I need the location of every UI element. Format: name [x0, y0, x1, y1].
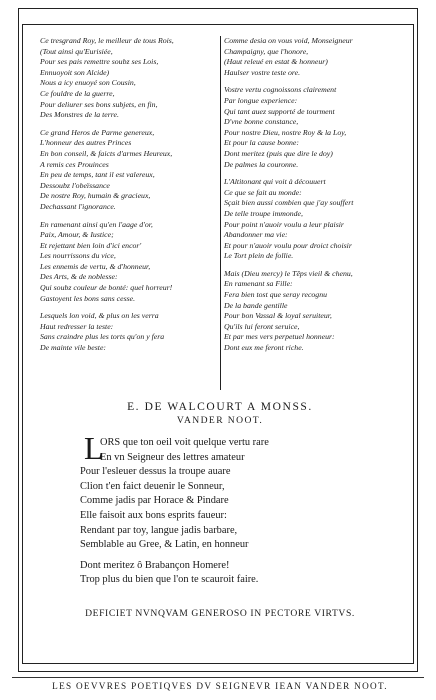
sonnet-line: ORS que ton oeil voit quelque vertu rare [100, 437, 269, 448]
sonnet-line: Elle faisoit aux bons esprits faueur: [80, 509, 227, 521]
column-divider [220, 36, 221, 390]
verse-line: En peu de temps, tant il est valereux, [40, 170, 155, 180]
verse-line: Qui soubz couleur de bonté: quel horreur! [40, 283, 173, 293]
verse-line: Pour ses pais remettre soubz ses Lois, [40, 57, 159, 67]
verse-line: Les ennemis de vertu, & d'honneur, [40, 261, 151, 271]
sonnet-line: Comme jadis par Horace & Pindare [80, 495, 229, 507]
stanza [224, 85, 400, 170]
verse-line: Mais (Dieu mercy) le Tēps vieil & chenu, [224, 268, 353, 278]
verse-line: Abandonner ma vie: [224, 230, 288, 240]
verse-line: Des Monstres de la terre. [40, 110, 119, 120]
verse-line: Pour deliurer ses bons subjets, en fin, [40, 99, 158, 109]
verse-line: Haut redresser la teste: [40, 321, 114, 331]
dedication-heading [40, 400, 400, 427]
verse-line: Comme desia on vous void, Monseigneur [224, 36, 353, 45]
verse-line: Gastoyent les bons sans cesse. [40, 293, 136, 303]
verse-line: Nous a icy enuoyé son Cousin, [40, 78, 136, 88]
verse-line: Les nourrissons du vice, [40, 251, 116, 261]
sonnet-line: Semblable au Gree, & Latin, en honneur [80, 539, 249, 551]
verse-line: Qui tant auez supporté de tourment [224, 106, 335, 116]
verse-line: Dessoubz l'obeïssance [40, 180, 110, 190]
verse-line: L'honneur des autres Princes [40, 138, 132, 148]
verse-line: Pour point n'auoir voulu a leur plaisir [224, 219, 344, 229]
right-column [224, 36, 400, 361]
verse-line: Et rejettant bien loin d'ici encor' [40, 240, 142, 250]
stanza [224, 269, 400, 354]
sonnet-line: Rendant par toy, langue jadis barbare, [80, 524, 238, 536]
stanza [224, 177, 400, 262]
drop-capital: L [84, 430, 104, 466]
verse-line: Vostre vertu cognoissons clairement [224, 85, 337, 95]
verse-line: Par longue experience: [224, 95, 298, 105]
sonnet-line: Pour l'esleuer dessus la troupe auare [80, 466, 231, 478]
verse-line: Dont meritez (puis que dire le doy) [224, 148, 333, 158]
verse-line: En ramenant ainsi qu'en l'aage d'or, [40, 219, 153, 229]
verse-line: Et pour la cause bonne: [224, 138, 299, 148]
left-column [40, 36, 216, 361]
verse-line: De la bande gentille [224, 300, 288, 310]
sonnet [80, 436, 380, 588]
verse-line: En bon conseil, & faicts d'armes Heureux, [40, 148, 173, 158]
verse-line: De nostre Roy, humain & gracieux, [40, 191, 151, 201]
dedication-title: E. DE WALCOURT A MONSS. [127, 401, 313, 413]
verse-line: De telle troupe immonde, [224, 208, 303, 218]
verse-line: L'Altitonant qui voit à découuert [224, 177, 326, 187]
verse-line: D'vne bonne constance, [224, 117, 299, 127]
verse-line: De mainte vile beste: [40, 343, 107, 353]
verse-line: Ennuoyoit son Alcide) [40, 67, 110, 77]
verse-line: Pour nostre Dieu, nostre Roy & la Loy, [224, 127, 347, 137]
sonnet-line: Clion t'en faict deuenir le Sonneur, [80, 480, 225, 492]
verse-line: Dont eux me feront riche. [224, 343, 304, 353]
verse-line: Le Tort plein de follie. [224, 251, 294, 261]
verse-line: (Tout ainsi qu'Eurisiée, [40, 46, 113, 56]
running-footer: LES OEVVRES POETIQVES DV SEIGNEVR IEAN VANDER NOOT. [52, 681, 388, 691]
verse-line: En ramenant sa Fille: [224, 279, 293, 289]
sonnet-line: Trop plus du bien que l'on te scauroit faire. [80, 574, 259, 586]
stanza [40, 128, 216, 213]
sonnet-line: En vn Seigneur des lettres amateur [100, 451, 245, 463]
verse-line: Ce fouldre de la guerre, [40, 88, 115, 98]
motto: DEFICIET NVNQVAM GENEROSO IN PECTORE VIRTVS. [85, 608, 355, 619]
verse-line: Ce que se fait au monde: [224, 187, 302, 197]
verse-line: Des Arts, & de noblesse: [40, 272, 118, 282]
dedication-subtitle: VANDER NOOT. [176, 415, 264, 426]
verse-line: Et par mes vers perpetuel honneur: [224, 332, 335, 342]
verse-line: Sans craindre plus les torts qu'on y fera [40, 332, 165, 342]
verse-line: (Haut releué en estat & honneur) [224, 57, 328, 67]
verse-line: De palmes la couronne. [224, 159, 299, 169]
stanza [40, 36, 216, 121]
verse-line: Ce tresgrand Roy, le meilleur de tous Rois, [40, 36, 174, 45]
sonnet-line: Dont meritez ô Brabançon Homere! [80, 559, 230, 571]
poem-columns [40, 36, 400, 392]
verse-line: Qu'ils lui feront seruice, [224, 321, 300, 331]
verse-line: Paix, Amour, & Iustice; [40, 230, 114, 240]
verse-line: Dechassant l'ignorance. [40, 201, 116, 211]
stanza [40, 220, 216, 305]
verse-line: Sçait bien aussi combien que j'ay souffert [224, 198, 354, 208]
verse-line: Haulser vostre teste ore. [224, 67, 301, 77]
verse-line: Champaigny, que l'honore, [224, 46, 309, 56]
stanza [224, 36, 400, 78]
verse-line: A remis ces Prouinces [40, 159, 109, 169]
verse-line: Fera bien tost que seray recognu [224, 290, 327, 300]
verse-line: Ce grand Heros de Parme genereux, [40, 127, 155, 137]
verse-line: Lesquels lon void, & plus on les verra [40, 311, 159, 321]
footer-rule [12, 677, 424, 678]
verse-line: Pour bon Vassal & loyal seruiteur, [224, 311, 332, 321]
verse-line: Et pour n'auoir voulu pour droict choisir [224, 240, 352, 250]
stanza [40, 311, 216, 353]
